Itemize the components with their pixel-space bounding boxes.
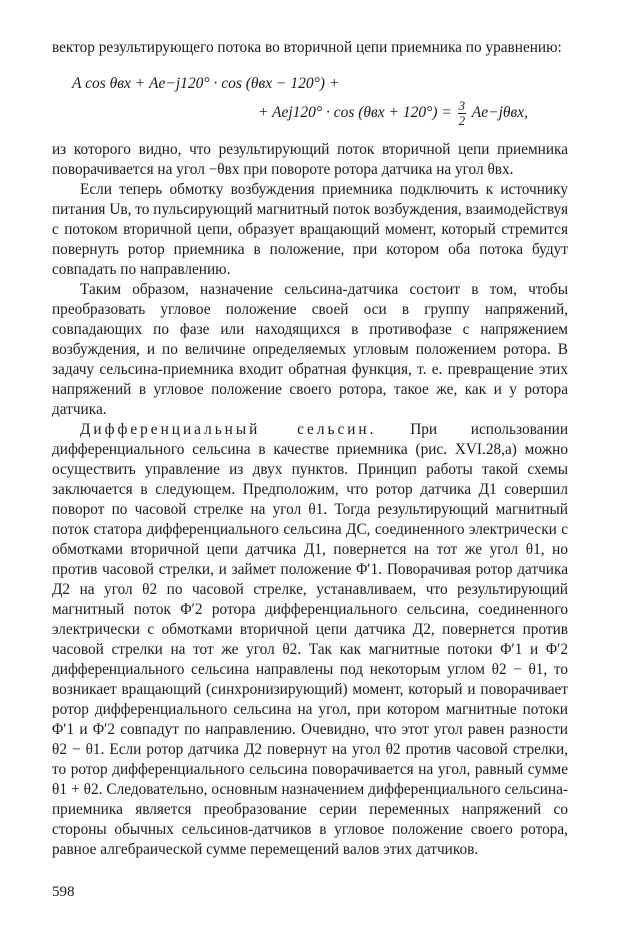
- paragraph-differential-text: При использовании дифференциального сельсина в качестве приемника (рис. XVI.28,а) можно осуществить управление из двух пунктов. Принцип работы такой схемы заключается в следующем. Предположим, что ротор датчика Д1 совершил поворот по часовой стрелке на угол θ1. Тогда результирующий магнитный поток статора дифференциального сельсина ДС, соединенного электрически с обмотками вторичной цепи датчика Д1, повернется на тот же угол θ1, но против часовой стрелки, и займет положение Φ′1. Поворачивая ротор датчика Д2 на угол θ2 по часовой стрелке, устанавливаем, что результирующий магнитный поток Φ′2 ротора дифференциального сельсина, соединенного электрически с обмотками вторичной цепи датчика Д2, повернется против часовой стрелки на тот же угол θ2. Так как магнитные потоки Φ′1 и Φ′2 дифференциального сельсина направлены под некоторым углом θ2 − θ1, то возникает вращающий (синхронизирующий) момент, который и поворачивает ротор дифференциального сельсина на угол, при котором магнитные потоки Φ′1 и Φ′2 совпадут по направлению. Очевидно, что этот угол равен разности θ2 − θ1. Если ротор датчика Д2 повернут на угол θ2 против часовой стрелки, то ротор дифференциального сельсина поворачивается на угол, равный сумме θ1 + θ2. Следовательно, основным назначением дифференциального сельсина-приемника является преобразование серии переменных напряжений со стороны обычных сельсинов-датчиков в угловое положение своего ротора, равное алгебраической сумме перемещений валов этих датчиков.: [52, 421, 568, 858]
- paragraph-purpose: Таким образом, назначение сельсина-датчика состоит в том, чтобы преобразовать угловое положение своей оси в группу напряжений, совпадающих по фазе или находящихся в противофазе с напряжением возбуждения, и по величине определяемых угловым положением ротора. В задачу сельсина-приемника входит обратная функция, т. е. превращение этих напряжений в угловое положение своего ротора, такое же, как и у ротора датчика.: [52, 281, 568, 418]
- formula-line-2-left: + Aej120° · cos (θвх + 120°) =: [257, 104, 452, 121]
- paragraph-excitation: Если теперь обмотку возбуждения приемника подключить к источнику питания Uв, то пульсирующий магнитный поток возбуждения, взаимодействуя с потоком вторичной цепи, образует вращающий момент, который стремится повернуть ротор приемника в положение, при котором оба потока будут совпадать по направлению.: [52, 181, 568, 278]
- formula-line-2-right: Ae−jθвх,: [471, 104, 528, 121]
- section-heading-differential: Дифференциальный сельсин.: [80, 421, 377, 438]
- fraction-numerator: 3: [458, 97, 466, 113]
- formula-line-1: A cos θвх + Ae−j120° · cos (θвх − 120°) +: [72, 75, 340, 92]
- page-number: 598: [52, 884, 75, 900]
- paragraph-after-formula: из которого видно, что результирующий поток вторичной цепи приемника поворачивается на угол −θвх при повороте ротора датчика на угол θвх.: [52, 141, 568, 178]
- paragraph-differential: [52, 420, 568, 860]
- intro-paragraph: вектор результирующего потока во вторичной цепи приемника по уравнению:: [52, 39, 562, 56]
- formula-line-2: [52, 96, 568, 130]
- fraction-denominator: 2: [458, 112, 466, 128]
- page-body: [52, 38, 568, 860]
- formula-fraction: [458, 99, 467, 128]
